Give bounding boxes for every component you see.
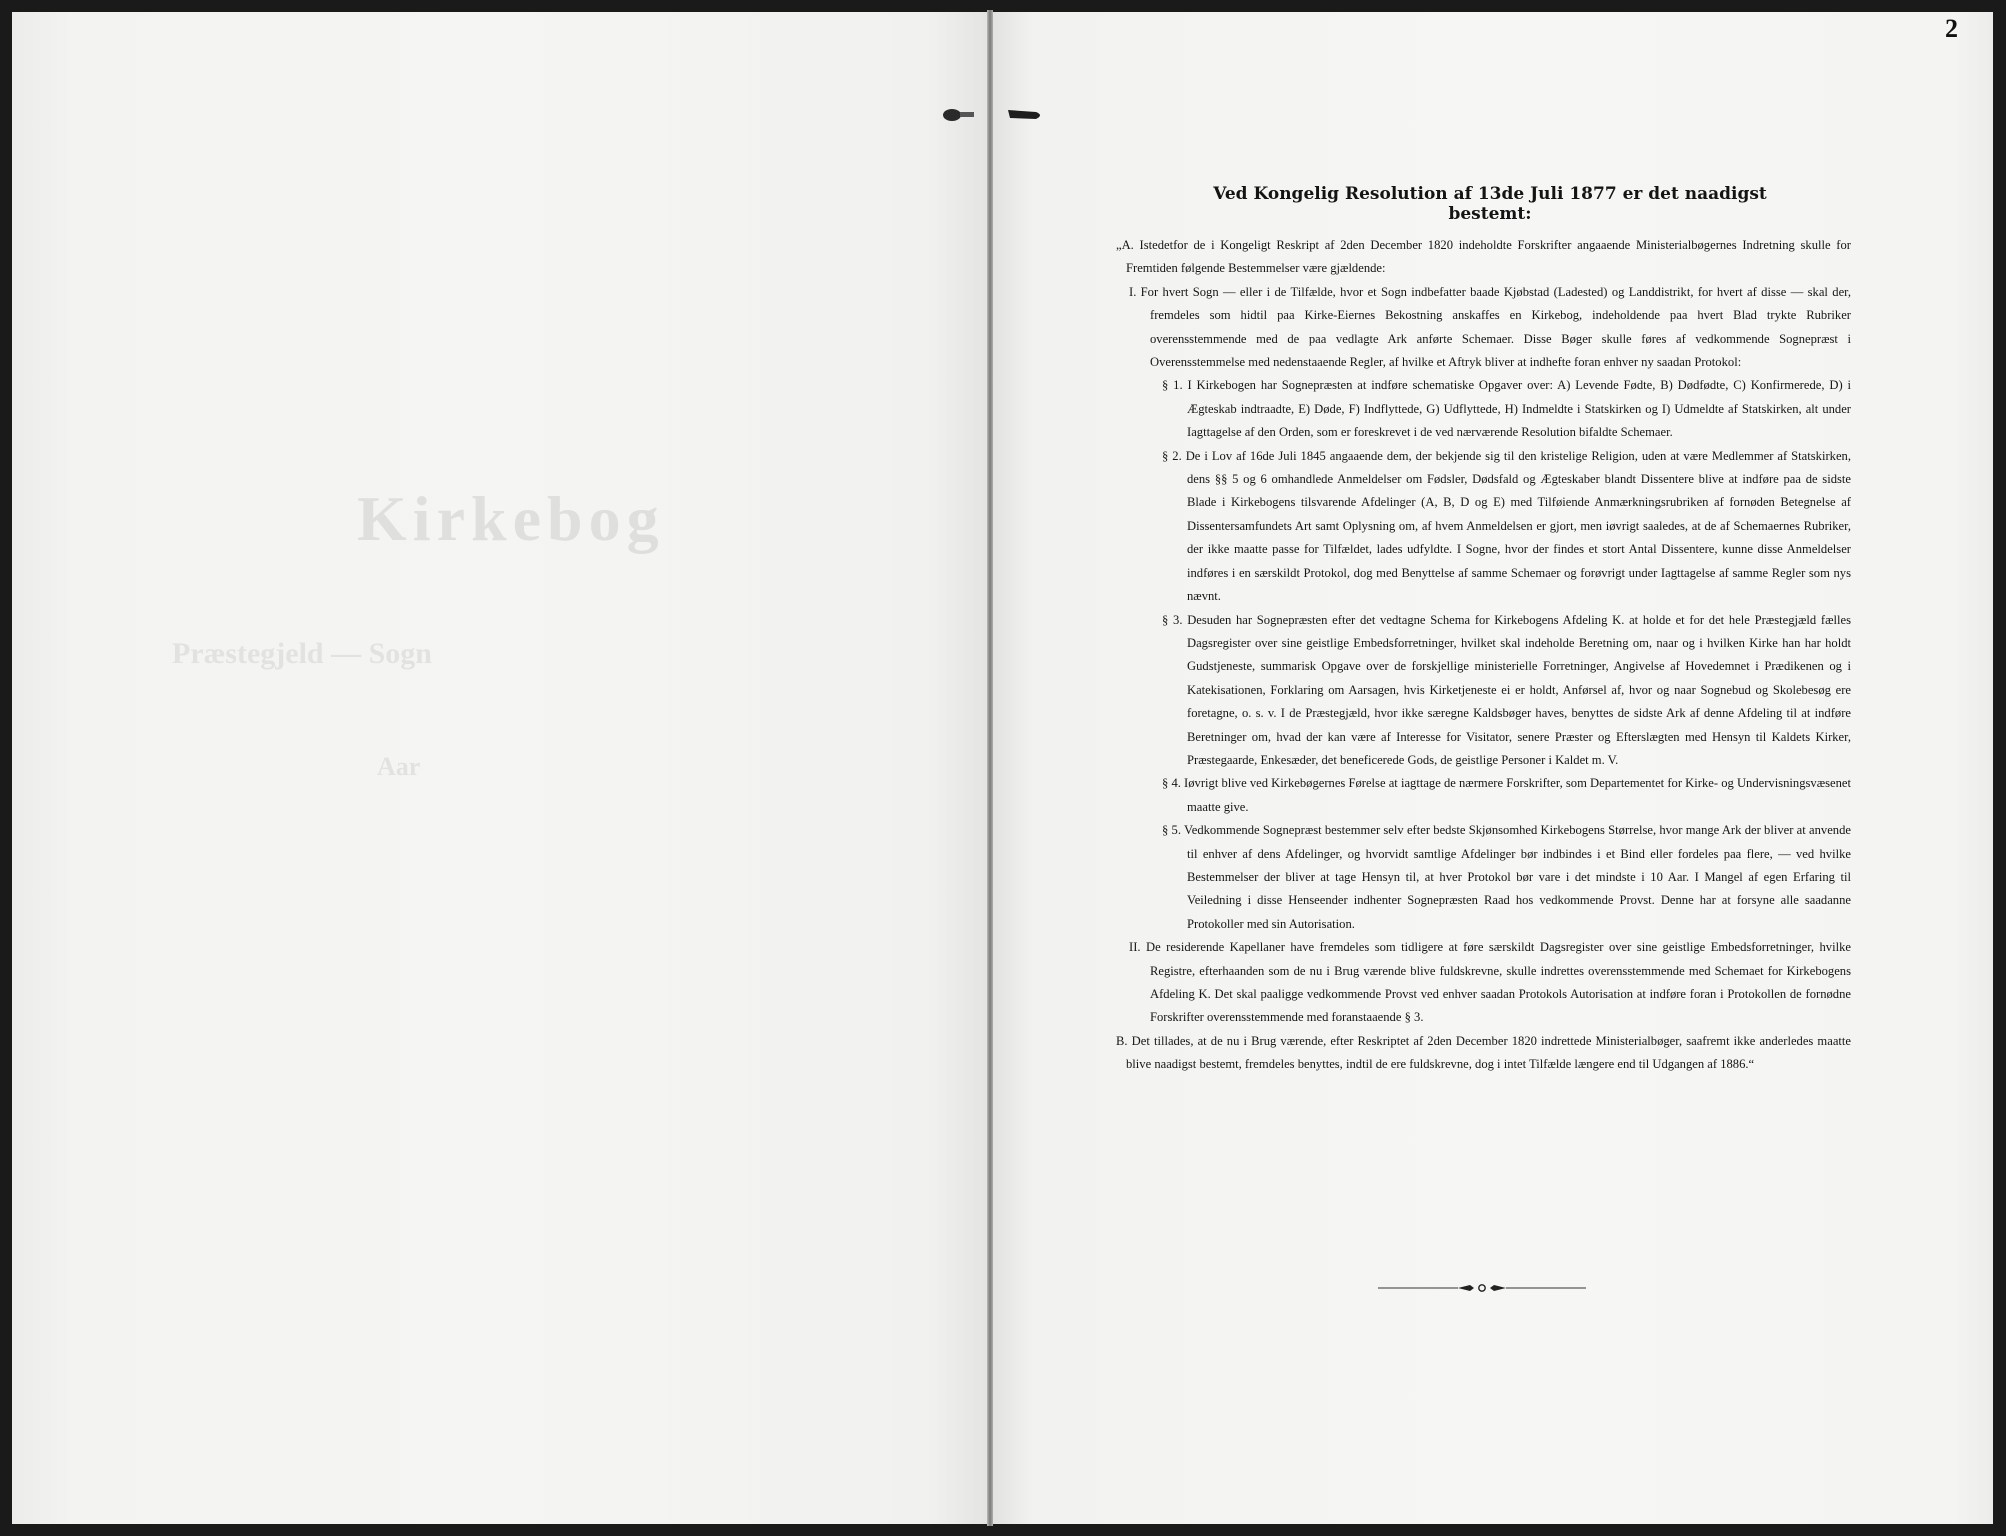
bleed-through-title: Kirkebog <box>357 483 665 554</box>
resolution-text <box>1116 234 1851 1077</box>
section-i: I. For hvert Sogn — eller i de Tilfælde, hvor et Sogn indbefatter baade Kjøbstad (Ladested) og Landdistrikt, for hvert af disse — skal der, fremdeles som hidtil paa Kirke-Eiernes Bekostning anskaffes en Kirkebog, indeholdende paa hvert Blad trykte Rubriker overensstemmende med de paa vedlagte Ark anførte Schemaer. Disse Bøger skulle føres af vedkommende Sognepræst i Overensstemmelse med nedenstaaende Regler, af hvilke et Aftryk bliver at indhefte foran enhver ny saadan Protokol: <box>1129 284 1851 370</box>
section-b: B. Det tillades, at de nu i Brug værende, efter Reskriptet af 2den December 1820 indrettede Ministerialbøger, saafremt ikke anderledes maatte blive naadigst bestemt, fremdeles benyttes, indtil de ere fuldskrevne, dog i intet Tilfælde længere end til Udgangen af 1886.“ <box>1116 1033 1851 1072</box>
paragraph-5: § 5. Vedkommende Sognepræst bestemmer selv efter bedste Skjønsomhed Kirkebogens Størrelse, hvor mange Ark der bliver at anvende til enhver af dens Afdelinger, og hvorvidt samtlige Afdelinger bør indbindes i et Bind eller fordeles paa flere, — ved hvilke Bestemmelser der bliver at tage Hensyn til, at hver Protokol bør vare i det mindste i 10 Aar. I Mangel af egen Erfaring til Veiledning i disse Henseender indhenter Sognepræsten Raad hos vedkommende Provst. Denne har at forsyne alle saadanne Protokoller med sin Autorisation. <box>1162 823 1851 931</box>
section-a: „A. Istedetfor de i Kongeligt Reskript af 2den December 1820 indeholdte Forskrifter angaaende Ministerialbøgernes Indretning skulle for Fremtiden følgende Bestemmelser være gjældende: <box>1116 238 1851 276</box>
section-ii: II. De residerende Kapellaner have fremdeles som tidligere at føre særskildt Dagsregister over sine geistlige Embedsforretninger, hvilke Registre, efterhaanden som de nu i Brug værende blive fuldskrevne, skulle indrettes overensstemmende med Schemaet for Kirkebogens Afdeling K. Det skal paaligge vedkommende Provst ved enhver saadan Protokols Autorisation at indføre foran i Protokollen de fornødne Forskrifter overensstemmende med foranstaaende § 3. <box>1129 940 1851 1025</box>
document-title: Ved Kongelig Resolution af 13de Juli 1877 er det naadigst bestemt: <box>1213 184 1767 224</box>
bleed-through-line: Præstegjeld — Sogn <box>172 637 432 670</box>
bleed-through-line: Aar <box>377 752 421 781</box>
paragraph-1: § 1. I Kirkebogen har Sognepræsten at indføre schematiske Opgaver over: A) Levende Fødte, B) Dødfødte, C) Konfirmerede, D) i Ægteskab indtraadte, E) Døde, F) Indflyttede, G) Udflyttede, H) Indmeldte i Statskirken og I) Udmeldte af Statskirken, alt under Iagttagelse af den Orden, som er foreskrevet i de ved nærværende Resolution bifaldte Schemaer. <box>1162 378 1851 440</box>
paragraph-2: § 2. De i Lov af 16de Juli 1845 angaaende dem, der bekjende sig til den kristelige Religion, uden at være Medlemmer af Statskirken, dens §§ 5 og 6 omhandlede Anmeldelser om Fødsler, Dødsfald og Ægteskaber blandt Dissentere blive at indføre paa de sidste Blade i Kirkebogens tilsvarende Afdelinger (A, B, D og E) med Tilføiende Anmærkningsrubriken af fornøden Betegnelse af Dissentersamfundets Art samt Oplysning om, af hvem Anmeldelsen er gjort, men iøvrigt saaledes, at de af Schemaernes Rubriker, der ikke maatte passe for Tilfældet, lades udfyldte. I Sogne, hvor der findes et stort Antal Dissentere, kunne disse Anmeldelser indføres i en særskildt Protokol, dog med Benyttelse af samme Schemaer og forøvrigt under Iagttagelse af samme Regler som nys nævnt. <box>1162 448 1851 604</box>
page-number: 2 <box>1945 14 1958 43</box>
paragraph-4: § 4. Iøvrigt blive ved Kirkebøgernes Førelse at iagttage de nærmere Forskrifter, som Departementet for Kirke- og Undervisningsvæsenet maatte give. <box>1162 776 1851 814</box>
left-page <box>12 12 987 1524</box>
paragraph-3: § 3. Desuden har Sognepræsten efter det vedtagne Schema for Kirkebogens Afdeling K. at holde et for det hele Præstegjæld fælles Dagsregister over sine geistlige Embedsforretninger, hvilket skal indeholde Beretning om, naar og i hvilken Kirke han har holdt Gudstjeneste, summarisk Opgave over de forskjellige ministerielle Forretninger, Angivelse af Hovedemnet i Prædikenen og i Katekisationen, Forklaring om Aarsagen, hvis Kirketjeneste ei er holdt, Anførsel af, hvor og naar Sognebud og Skolebesøg ere foretagne, o. s. v. I de Præstegjæld, hvor ikke særegne Kaldsbøger haves, benyttes de sidste Ark af denne Afdeling til at indføre Beretninger om, hvad der kan være af Interesse for Visitator, senere Præster og Efterslægten med Hensyn til Kaldets Kirker, Præstegaarde, Enkesæder, det beneficerede Gods, de geistlige Personer i Kaldet m. V. <box>1162 612 1851 767</box>
binding-clip-mark <box>940 104 1050 126</box>
ornamental-divider <box>1378 1280 1586 1296</box>
